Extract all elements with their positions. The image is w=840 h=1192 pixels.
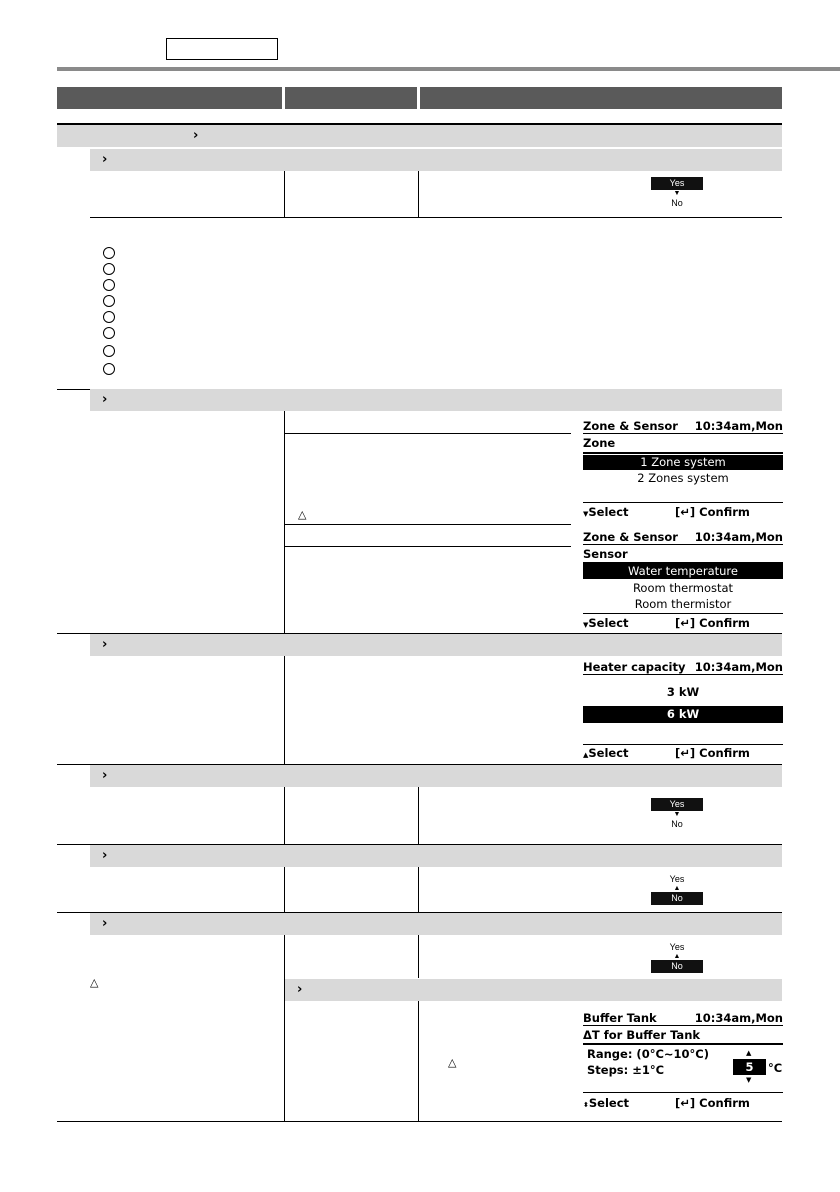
yes-no-selector-2[interactable] [651,798,703,830]
arrow-down-icon: ▼ [673,811,681,818]
arrow-up-icon: ▲ [746,1049,752,1057]
section-band-5 [90,845,782,867]
updown-icon: ⬍ [583,1101,589,1109]
screen-time: 10:34am,Mon [694,530,783,544]
warning-triangle-icon: △ [90,976,99,989]
confirm-hint [675,616,750,630]
cell-divider [284,787,285,844]
no-option[interactable]: No [671,198,683,208]
circle-marker [103,345,115,357]
cell-divider [284,656,285,764]
screen-divider [583,1092,783,1093]
arrow-up-icon: ▲ [583,751,589,759]
chevron-right-icon: › [102,392,108,407]
select-hint [583,746,629,760]
yes-option[interactable]: Yes [651,177,703,190]
sensor-option-3[interactable]: Room thermistor [634,597,732,611]
screen-divider [583,1025,783,1026]
confirm-hint [675,1096,750,1110]
zone-option-2[interactable]: 2 Zones system [637,471,729,485]
section-band-main [57,125,782,147]
arrow-down-icon: ▼ [583,621,589,629]
screen-divider [583,744,783,745]
range-text: Range: (0°C~10°C) [587,1047,709,1061]
circle-marker [103,295,115,307]
cell-divider [284,171,285,217]
chevron-right-icon: › [102,152,108,167]
section-band-3 [90,634,782,656]
screen-divider [583,1043,783,1045]
warning-triangle-icon: △ [448,1056,457,1069]
buffer-tank-screen [583,1011,783,1113]
value-spinner[interactable]: 5 [733,1059,766,1075]
sensor-option-1[interactable]: Water temperature [583,564,783,579]
yes-no-selector-1[interactable] [651,177,703,209]
circle-marker [103,363,115,375]
header-label-box [166,38,278,60]
chevron-right-icon: › [297,982,303,997]
chevron-right-icon: › [102,637,108,652]
cell-divider [284,411,285,633]
screen-title: Zone & Sensor [583,530,678,544]
chevron-right-icon: › [102,768,108,783]
screen-divider [583,502,783,503]
zone-screen [583,419,783,521]
sensor-screen [583,530,783,632]
row-divider [90,217,782,218]
confirm-hint [675,746,750,760]
cell-divider [418,787,419,844]
cell-divider [418,867,419,912]
section-band-2 [90,389,782,411]
section-band-1 [90,149,782,171]
yes-option[interactable]: Yes [669,874,685,884]
select-hint [583,505,629,519]
sub-section-band [285,979,782,1001]
screen-divider [583,452,783,454]
arrow-down-icon: ▼ [746,1076,752,1084]
select-label: Select [588,505,629,519]
unit-label: °C [768,1061,783,1075]
screen-divider [583,613,783,614]
no-option[interactable]: No [671,819,683,829]
chevron-right-icon: › [102,848,108,863]
arrow-down-icon: ▼ [583,510,589,518]
chevron-right-icon: › [102,916,108,931]
screen-divider [583,674,783,675]
screen-subtitle: Sensor [583,547,628,561]
header-rule [57,67,840,71]
screen-time: 10:34am,Mon [694,419,783,433]
circle-marker [103,311,115,323]
circle-marker [103,247,115,259]
select-hint [583,616,629,630]
confirm-label: Confirm [699,1096,750,1110]
section-band-6 [90,913,782,935]
screen-title: Zone & Sensor [583,419,678,433]
arrow-up-icon: ▲ [673,953,681,960]
yes-no-selector-3[interactable] [651,873,703,905]
row-divider [284,546,571,547]
heater-option-1[interactable]: 3 kW [666,685,700,699]
yes-option[interactable]: Yes [651,798,703,811]
screen-time: 10:34am,Mon [694,1011,783,1025]
column-header-1 [57,87,282,109]
heater-option-2[interactable]: 6 kW [583,706,783,723]
cell-divider [418,1001,419,1121]
confirm-label: Confirm [699,746,750,760]
sensor-option-2[interactable]: Room thermostat [632,581,734,595]
screen-title: Buffer Tank [583,1011,657,1025]
cell-divider [418,935,419,978]
confirm-label: Confirm [699,505,750,519]
cell-divider [284,867,285,912]
screen-title: Heater capacity [583,660,686,674]
screen-subtitle: Zone [583,436,616,450]
enter-icon: [↵] [675,616,696,630]
enter-icon: [↵] [675,505,696,519]
row-divider [284,433,571,434]
row-divider [284,524,571,525]
confirm-label: Confirm [699,616,750,630]
zone-option-1[interactable]: 1 Zone system [583,455,783,470]
circle-marker [103,279,115,291]
steps-text: Steps: ±1°C [587,1063,665,1077]
column-header-3 [420,87,782,109]
warning-triangle-icon: △ [298,508,307,521]
confirm-hint [675,505,750,519]
cell-divider [284,935,285,1121]
yes-option[interactable]: Yes [669,942,685,952]
circle-marker [103,327,115,339]
arrow-down-icon: ▼ [673,190,681,197]
screen-divider [583,544,783,545]
enter-icon: [↵] [675,1096,696,1110]
screen-subtitle: ΔT for Buffer Tank [583,1028,701,1042]
screen-time: 10:34am,Mon [694,660,783,674]
heater-screen [583,660,783,762]
table-bottom-border [57,1121,782,1122]
chevron-right-icon: › [193,128,199,143]
arrow-up-icon: ▲ [673,885,681,892]
cell-divider [418,171,419,217]
yes-no-selector-4[interactable] [651,941,703,973]
circle-marker [103,263,115,275]
no-option[interactable]: No [651,960,703,973]
enter-icon: [↵] [675,746,696,760]
select-label: Select [588,1096,630,1110]
screen-divider [583,433,783,434]
select-label: Select [588,616,629,630]
select-label: Select [588,746,629,760]
select-hint [583,1096,629,1110]
section-band-4 [90,765,782,787]
no-option[interactable]: No [651,892,703,905]
column-header-2 [285,87,417,109]
